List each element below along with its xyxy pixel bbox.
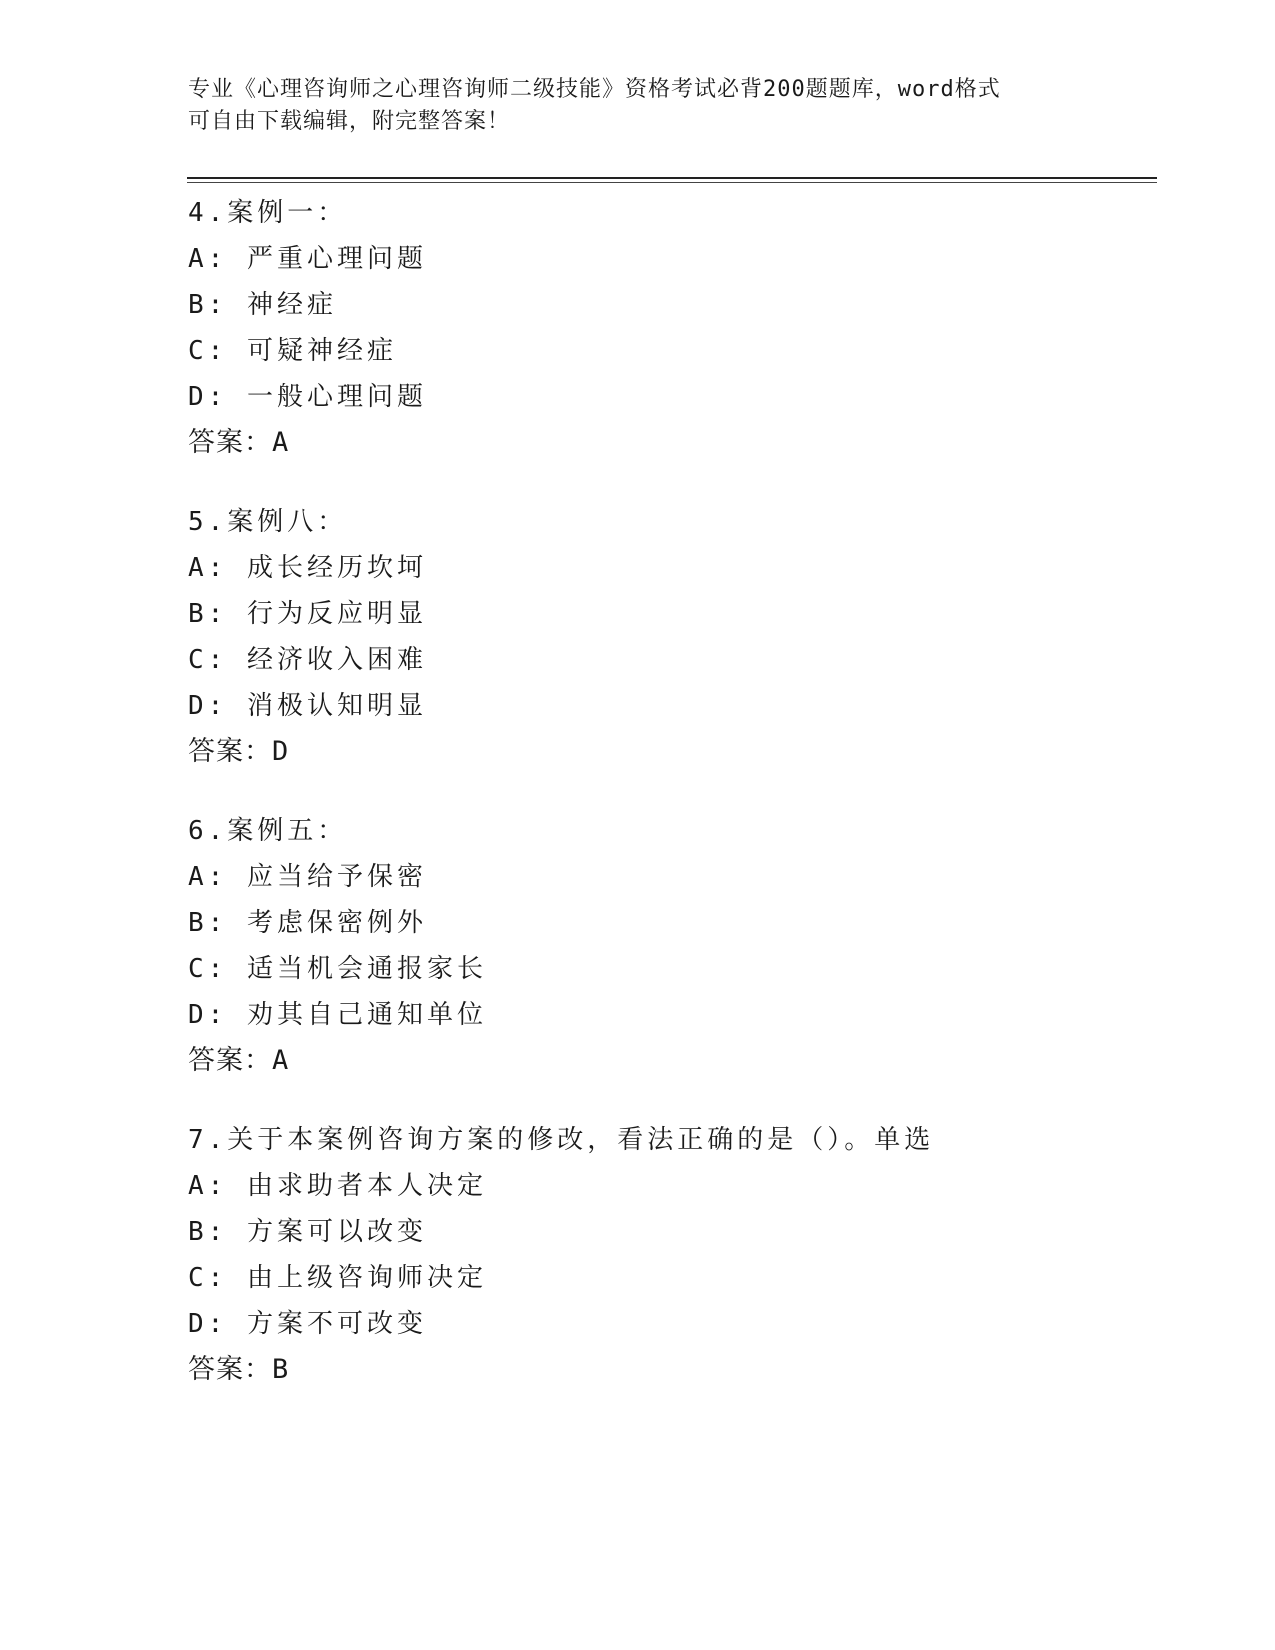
- option-d: D: 劝其自己通知单位: [188, 1000, 487, 1030]
- question-4: [188, 190, 1148, 466]
- header-line-2: 可自由下载编辑，附完整答案！: [188, 109, 511, 134]
- answer-line: [188, 420, 1148, 466]
- question-6: [188, 808, 1148, 1084]
- option-a: A: 成长经历坎坷: [188, 553, 427, 583]
- question-stem: 4.案例一：: [188, 198, 348, 228]
- document-header: [188, 74, 1068, 138]
- answer-value: D: [272, 736, 290, 767]
- option-d: D: 消极认知明显: [188, 691, 427, 721]
- option-a: A: 严重心理问题: [188, 244, 427, 274]
- option-c: C: 适当机会通报家长: [188, 954, 487, 984]
- answer-value: B: [272, 1354, 290, 1385]
- answer-label: 答案：: [188, 1045, 272, 1076]
- option-b: B: 考虑保密例外: [188, 908, 427, 938]
- answer-value: A: [272, 1045, 290, 1076]
- option-b: B: 神经症: [188, 290, 337, 320]
- option-b: B: 方案可以改变: [188, 1217, 427, 1247]
- question-list: [188, 190, 1148, 1426]
- answer-line: [188, 729, 1148, 775]
- answer-label: 答案：: [188, 427, 272, 458]
- answer-label: 答案：: [188, 736, 272, 767]
- answer-line: [188, 1347, 1148, 1393]
- option-b: B: 行为反应明显: [188, 599, 427, 629]
- option-a: A: 应当给予保密: [188, 862, 427, 892]
- answer-line: [188, 1038, 1148, 1084]
- option-c: C: 可疑神经症: [188, 336, 397, 366]
- header-divider-thin: [187, 182, 1157, 183]
- question-stem: 7.关于本案例咨询方案的修改，看法正确的是（）。单选: [188, 1125, 935, 1155]
- header-line-1: 专业《心理咨询师之心理咨询师二级技能》资格考试必背200题题库，word格式: [188, 77, 1001, 102]
- option-d: D: 方案不可改变: [188, 1309, 427, 1339]
- question-stem: 5.案例八：: [188, 507, 348, 537]
- answer-value: A: [272, 427, 290, 458]
- option-c: C: 经济收入困难: [188, 645, 427, 675]
- option-d: D: 一般心理问题: [188, 382, 427, 412]
- question-5: [188, 499, 1148, 775]
- question-stem: 6.案例五：: [188, 816, 348, 846]
- answer-label: 答案：: [188, 1354, 272, 1385]
- question-7: [188, 1117, 1148, 1393]
- header-divider-thick: [187, 177, 1157, 179]
- option-c: C: 由上级咨询师决定: [188, 1263, 487, 1293]
- option-a: A: 由求助者本人决定: [188, 1171, 487, 1201]
